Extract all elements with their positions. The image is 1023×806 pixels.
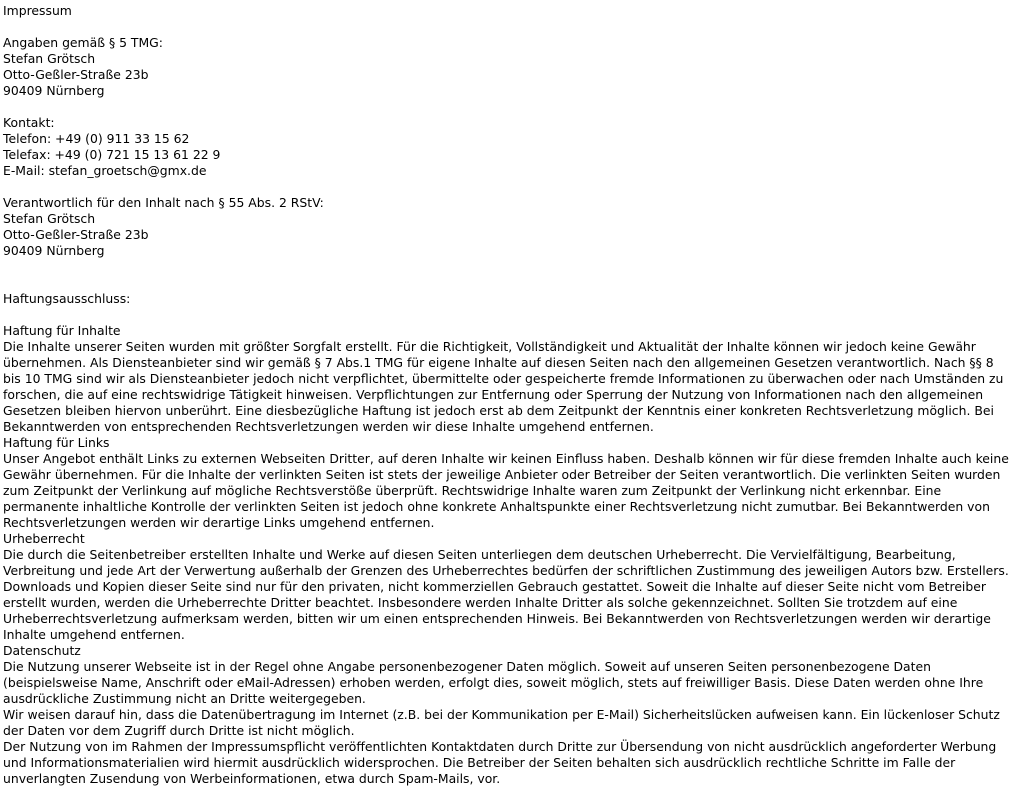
- privacy-paragraph: Der Nutzung von im Rahmen der Impressumspflicht veröffentlichten Kontaktdaten durch Dritte zur Übersendung von nicht ausdrücklich angeforderter Werbung und Informationsmaterialien wird hiermit ausdrücklich widersprochen. Die Betreiber der Seiten behalten sich ausdrücklich rechtliche Schritte im Falle der unverlangten Zusendung von Werbeinformationen, etwa durch Spam-Mails, vor.: [3, 739, 997, 786]
- responsible-heading: Verantwortlich für den Inhalt nach § 55 Abs. 2 RStV:: [3, 195, 324, 210]
- email-link[interactable]: stefan_groetsch@gmx.de: [48, 163, 207, 178]
- tmg-street: Otto-Geßler-Straße 23b: [3, 67, 149, 82]
- contact-email-label: E-Mail:: [3, 163, 49, 178]
- privacy-paragraph: Wir weisen darauf hin, dass die Datenübertragung im Internet (z.B. bei der Kommunikation per E-Mail) Sicherheitslücken aufweisen kann. Ein lückenloser Schutz der Daten vor dem Zugriff durch Dritte ist nicht möglich.: [3, 707, 1000, 738]
- responsible-street: Otto-Geßler-Straße 23b: [3, 227, 149, 242]
- responsible-city: 90409 Nürnberg: [3, 243, 105, 258]
- link-liability-heading: Haftung für Links: [3, 435, 110, 450]
- page-title: Impressum: [3, 3, 72, 18]
- copyright-text: Die durch die Seitenbetreiber erstellten Inhalte und Werke auf diesen Seiten unterliegen dem deutschen Urheberrecht. Die Vervielfältigung, Bearbeitung, Verbreitung und jede Art der Verwertung außerhalb der Grenzen des Urheberrechtes bedürfen der schriftlichen Zustimmung des jeweiligen Autors bzw. Erstellers. Downloads und Kopien dieser Seite sind nur für den privaten, nicht kommerziellen Gebrauch gestattet. Soweit die Inhalte auf dieser Seite nicht vom Betreiber erstellt wurden, werden die Urheberrechte Dritter beachtet. Insbesondere werden Inhalte Dritter als solche gekennzeichnet. Sollten Sie trotzdem auf eine Urheberrechtsverletzung aufmerksam werden, bitten wir um einen entsprechenden Hinweis. Bei Bekanntwerden von Rechtsverletzungen werden wir derartige Inhalte umgehend entfernen.: [3, 547, 1009, 642]
- content-liability-heading: Haftung für Inhalte: [3, 323, 121, 338]
- privacy-text: [3, 659, 1014, 787]
- spacer: [3, 307, 1014, 323]
- disclaimer-heading: Haftungsausschluss:: [3, 291, 131, 306]
- tmg-name: Stefan Grötsch: [3, 51, 96, 66]
- contact-email-line: [3, 163, 1014, 179]
- link-liability-text: Unser Angebot enthält Links zu externen Webseiten Dritter, auf deren Inhalte wir keinen Einfluss haben. Deshalb können wir für diese fremden Inhalte auch keine Gewähr übernehmen. Für die Inhalte der verlinkten Seiten ist stets der jeweilige Anbieter oder Betreiber der Seiten verantwortlich. Die verlinkten Seiten wurden zum Zeitpunkt der Verlinkung auf mögliche Rechtsverstöße überprüft. Rechtswidrige Inhalte waren zum Zeitpunkt der Verlinkung nicht erkennbar. Eine permanente inhaltliche Kontrolle der verlinkten Seiten ist jedoch ohne konkrete Anhaltspunkte einer Rechtsverletzung nicht zumutbar. Bei Bekanntwerden von Rechtsverletzungen werden wir derartige Links umgehend entfernen.: [3, 451, 1009, 530]
- tmg-city: 90409 Nürnberg: [3, 83, 105, 98]
- content-liability-text: Die Inhalte unserer Seiten wurden mit größter Sorgfalt erstellt. Für die Richtigkeit, Vollständigkeit und Aktualität der Inhalte können wir jedoch keine Gewähr übernehmen. Als Diensteanbieter sind wir gemäß § 7 Abs.1 TMG für eigene Inhalte auf diesen Seiten nach den allgemeinen Gesetzen verantwortlich. Nach §§ 8 bis 10 TMG sind wir als Diensteanbieter jedoch nicht verpflichtet, übermittelte oder gespeicherte fremde Informationen zu überwachen oder nach Umständen zu forschen, die auf eine rechtswidrige Tätigkeit hinweisen. Verpflichtungen zur Entfernung oder Sperrung der Nutzung von Informationen nach den allgemeinen Gesetzen bleiben hiervon unberührt. Eine diesbezügliche Haftung ist jedoch erst ab dem Zeitpunkt der Kenntnis einer konkreten Rechtsverletzung möglich. Bei Bekanntwerden von entsprechenden Rechtsverletzungen werden wir diese Inhalte umgehend entfernen.: [3, 339, 1004, 434]
- contact-heading: Kontakt:: [3, 115, 55, 130]
- contact-phone: Telefon: +49 (0) 911 33 15 62: [3, 131, 190, 146]
- spacer: [3, 259, 1014, 291]
- tmg-heading: Angaben gemäß § 5 TMG:: [3, 35, 163, 50]
- spacer: [3, 19, 1014, 35]
- privacy-paragraph: Die Nutzung unserer Webseite ist in der Regel ohne Angabe personenbezogener Daten möglich. Soweit auf unseren Seiten personenbezogene Daten (beispielsweise Name, Anschrift oder eMail-Adressen) erhoben werden, erfolgt dies, soweit möglich, stets auf freiwilliger Basis. Diese Daten werden ohne Ihre ausdrückliche Zustimmung nicht an Dritte weitergegeben.: [3, 659, 984, 706]
- copyright-heading: Urheberrecht: [3, 531, 85, 546]
- spacer: [3, 179, 1014, 195]
- privacy-heading: Datenschutz: [3, 643, 81, 658]
- contact-fax: Telefax: +49 (0) 721 15 13 61 22 9: [3, 147, 221, 162]
- responsible-name: Stefan Grötsch: [3, 211, 96, 226]
- spacer: [3, 99, 1014, 115]
